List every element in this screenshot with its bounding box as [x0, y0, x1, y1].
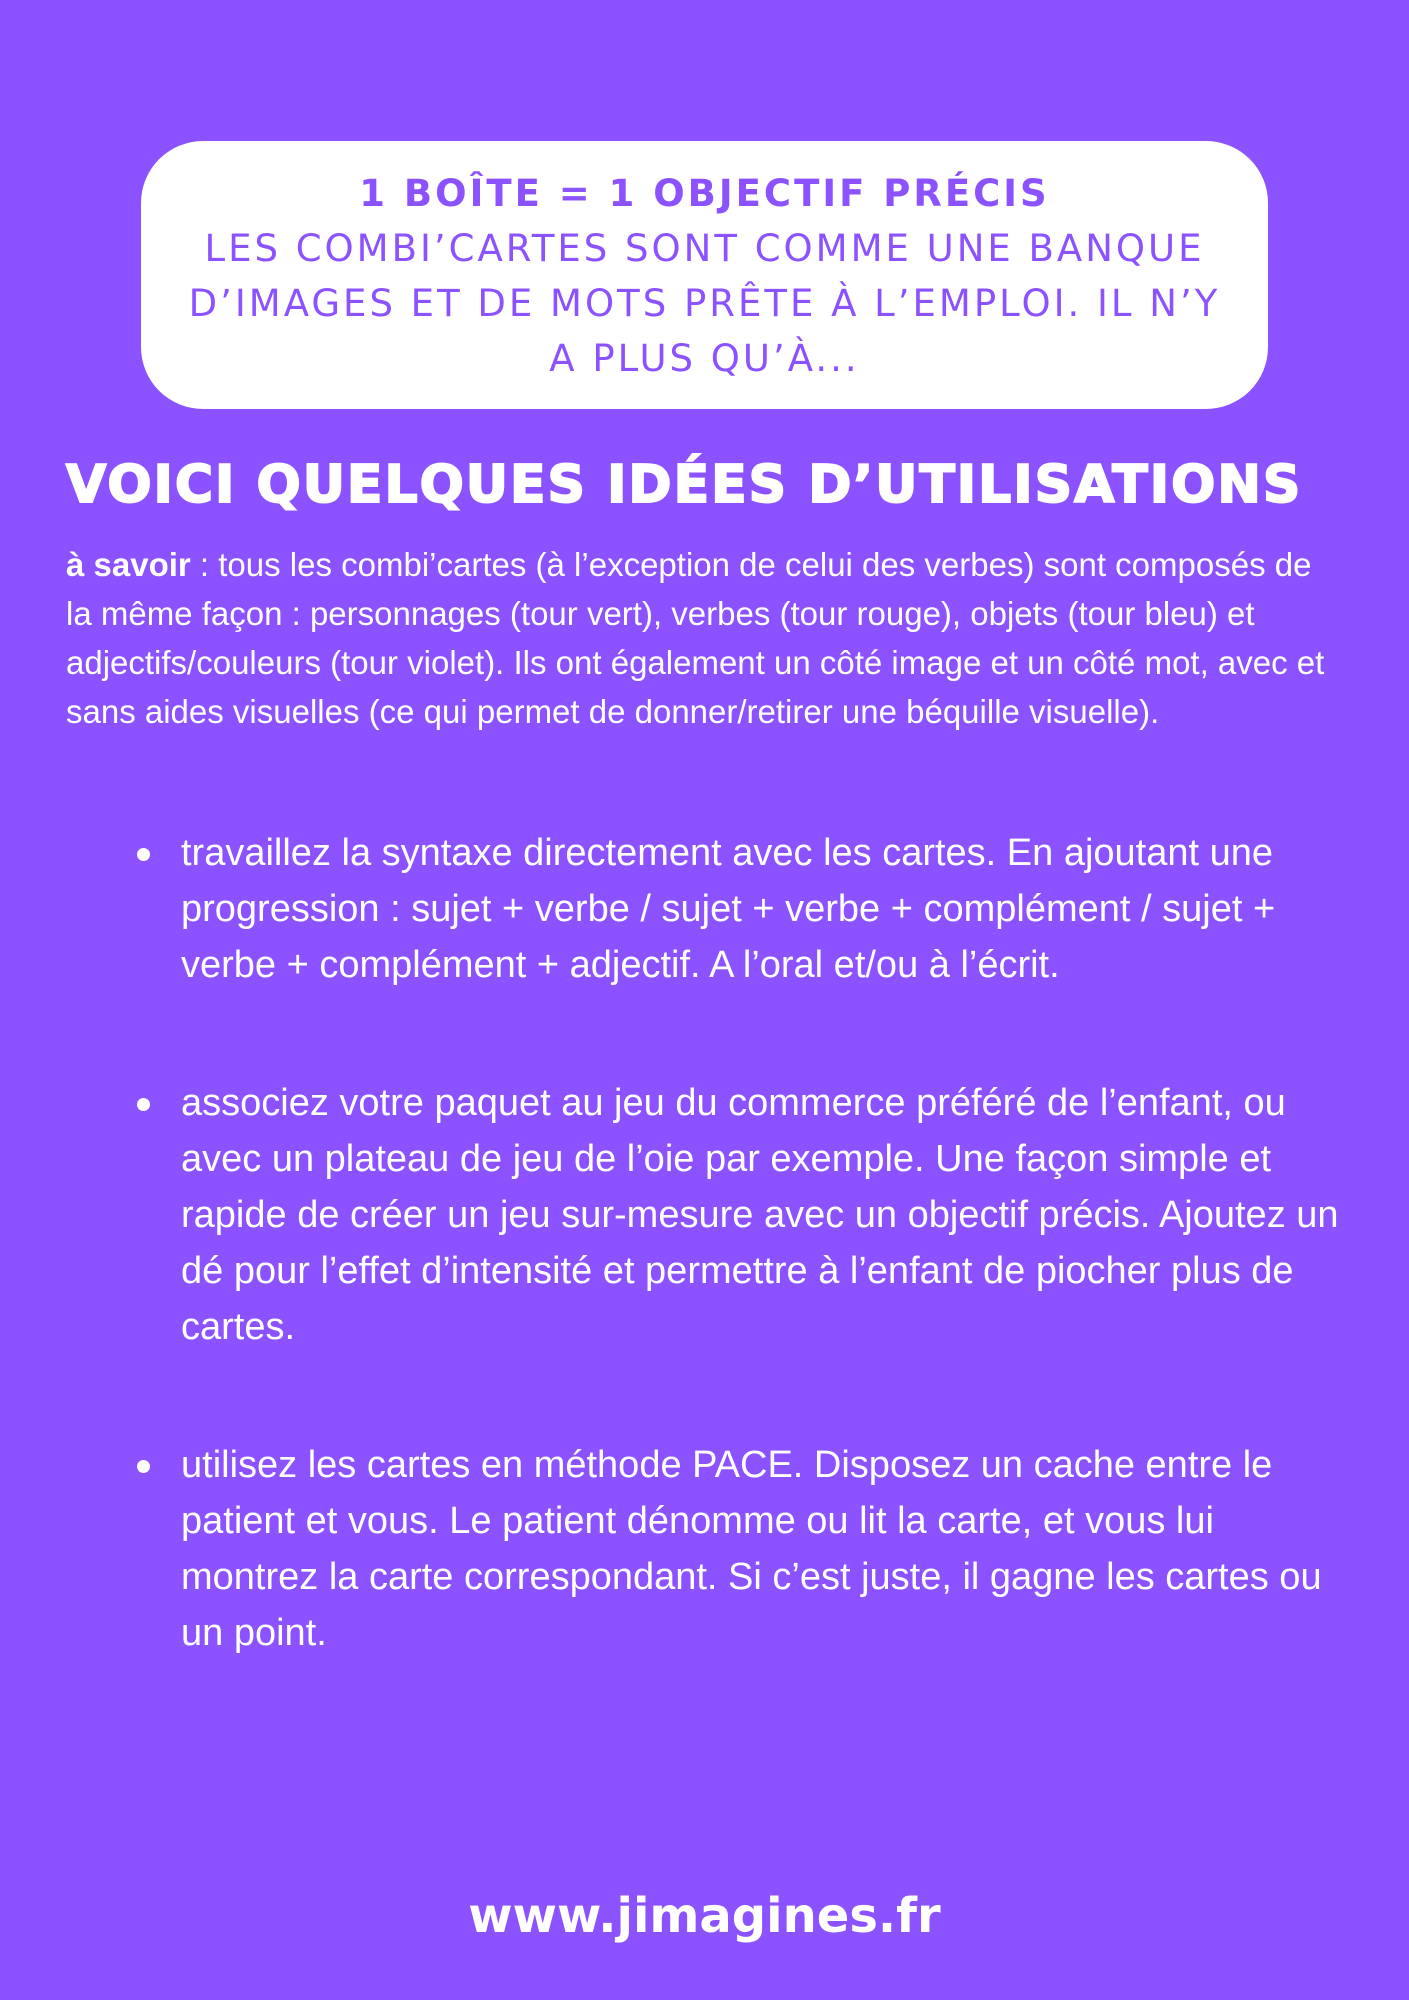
bullet-icon	[137, 848, 150, 861]
tip-item	[0, 1075, 1409, 1355]
tips-list	[0, 825, 1409, 1661]
intro-paragraph	[66, 540, 1346, 736]
objective-banner	[141, 141, 1268, 409]
page-heading: VOICI QUELQUES IDÉES D’UTILISATIONS	[66, 455, 1303, 515]
intro-text: : tous les combi’cartes (à l’exception de celui des verbes) sont composés de la même façon : personnages (tour vert), verbes (tour rouge), objets (tour bleu) et adjectifs/couleurs (tour violet). Ils ont également un côté image et un côté mot, avec et sans aides visuelles (ce qui permet de donner/retirer une béquille visuelle).	[66, 546, 1325, 730]
banner-title: 1 BOÎTE = 1 OBJECTIF PRÉCIS	[359, 172, 1050, 215]
tip-item	[0, 825, 1409, 993]
bullet-icon	[137, 1098, 150, 1111]
tip-text: travaillez la syntaxe directement avec les cartes. En ajoutant une progression : sujet + verbe / sujet + verbe + complément / sujet + verbe + complément + adjectif. A l’oral et/ou à l’écrit.	[181, 832, 1276, 986]
tip-item	[0, 1437, 1409, 1661]
bullet-icon	[137, 1460, 150, 1473]
tip-text: associez votre paquet au jeu du commerce préféré de l’enfant, ou avec un plateau de jeu de l’oie par exemple. Une façon simple et rapide de créer un jeu sur-mesure avec un objectif précis. Ajoutez un dé pour l’effet d’intensité et permettre à l’enfant de piocher plus de cartes.	[181, 1082, 1339, 1348]
banner-text: LES COMBI’CARTES SONT COMME UNE BANQUE D’IMAGES ET DE MOTS PRÊTE À L’EMPLOI. IL N’Y A PLUS QU’À...	[188, 227, 1221, 380]
intro-label: à savoir	[66, 546, 191, 583]
website-link[interactable]: www.jimagines.fr	[468, 1888, 941, 1944]
tip-text: utilisez les cartes en méthode PACE. Disposez un cache entre le patient et vous. Le patient dénomme ou lit la carte, et vous lui montrez la carte correspondant. Si c’est juste, il gagne les cartes ou un point.	[181, 1444, 1322, 1654]
